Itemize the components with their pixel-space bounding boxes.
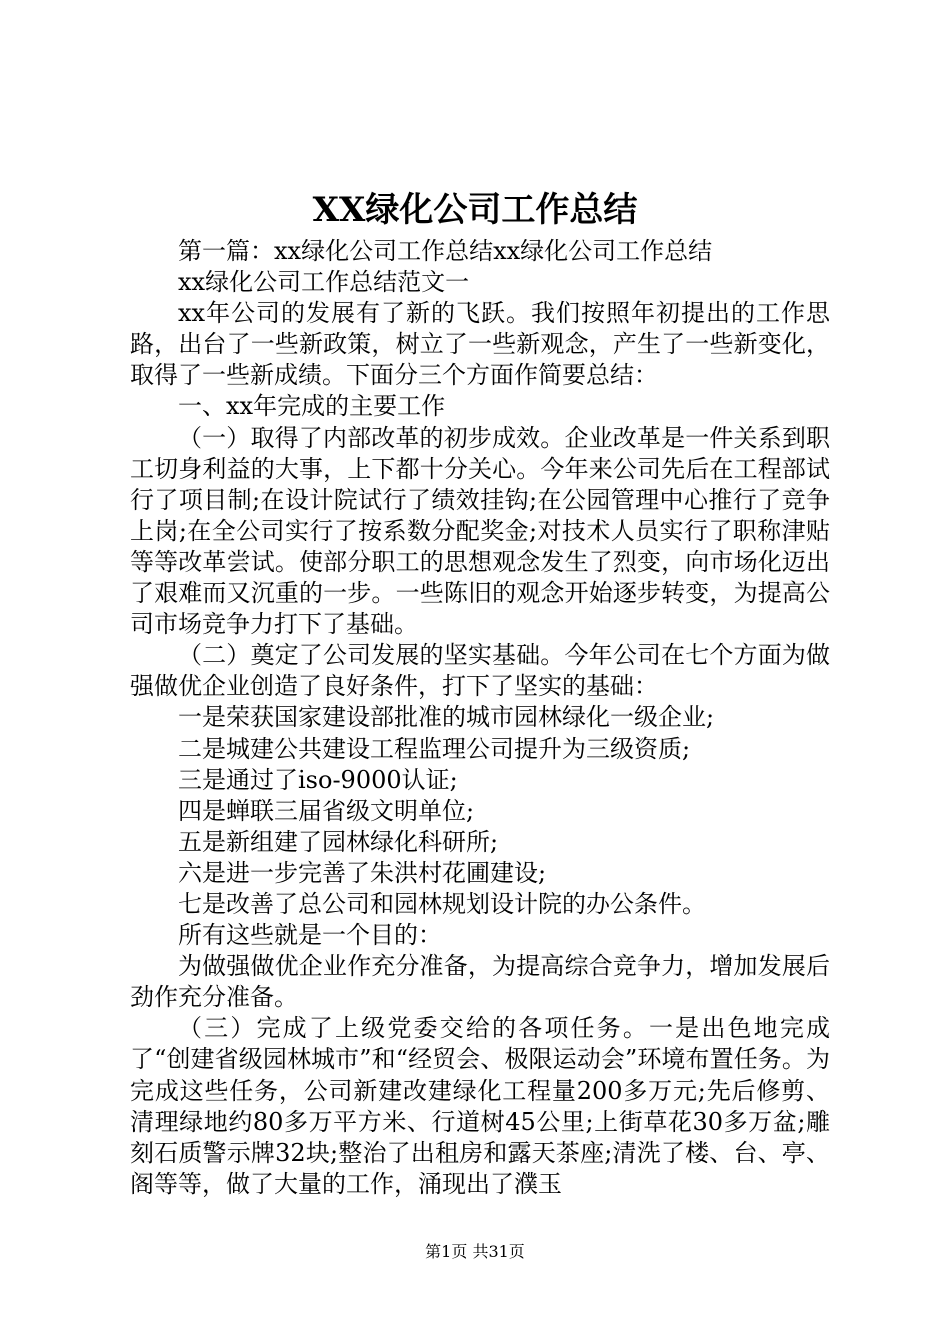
paragraph: 所有这些就是一个目的： [178, 921, 442, 950]
paragraph: （三）完成了上级党委交给的各项任务。一是出色地完成了“创建省级园林城市”和“经贸会、极限运动会”环境布置任务。为完成这些任务，公司新建改建绿化工程量200多万元;先后修剪、清理绿地约80多万平方米、行道树45公里;上街草花30多万盆;雕刻石质警示牌32块;整治了出租房和露天茶座;清洗了楼、台、亭、阁等等，做了大量的工作，涌现出了濮玉 [130, 1014, 830, 1198]
document-title: XX绿化公司工作总结 [312, 190, 638, 230]
document-body [130, 236, 830, 1200]
paragraph: 第一篇：xx绿化公司工作总结xx绿化公司工作总结 [178, 237, 713, 265]
list-item: 四是蝉联三届省级文明单位; [178, 796, 475, 825]
page-number-footer: 第1页 共31页 [425, 1242, 525, 1261]
paragraph: （一）取得了内部改革的初步成效。企业改革是一件关系到职工切身利益的大事，上下都十分关心。今年来公司先后在工程部试行了项目制;在设计院试行了绩效挂钩;在公园管理中心推行了竞争上岗;在全公司实行了按系数分配奖金;对技术人员实行了职称津贴等等改革尝试。使部分职工的思想观念发生了烈变，向市场化迈出了艰难而又沉重的一步。一些陈旧的观念开始逐步转变，为提高公司市场竞争力打下了基础。 [130, 423, 830, 639]
list-item: 五是新组建了园林绿化科研所; [178, 827, 499, 856]
list-item: 七是改善了总公司和园林规划设计院的办公条件。 [178, 889, 706, 918]
list-item: 二是城建公共建设工程监理公司提升为三级资质; [178, 734, 691, 763]
paragraph: 为做强做优企业作充分准备，为提高综合竞争力，增加发展后劲作充分准备。 [130, 952, 830, 1012]
paragraph: （二）奠定了公司发展的坚实基础。今年公司在七个方面为做强做优企业创造了良好条件，打下了坚实的基础： [130, 641, 830, 701]
list-item: 三是通过了iso-9000认证; [178, 765, 458, 794]
list-item: 一是荣获国家建设部批准的城市园林绿化一级企业; [178, 703, 715, 732]
section-heading: 一、xx年完成的主要工作 [178, 392, 446, 421]
paragraph: xx绿化公司工作总结范文一 [178, 268, 470, 297]
paragraph: xx年公司的发展有了新的飞跃。我们按照年初提出的工作思路，出台了一些新政策，树立了一些新观念，产生了一些新变化，取得了一些新成绩。下面分三个方面作简要总结： [130, 299, 830, 390]
list-item: 六是进一步完善了朱洪村花圃建设; [178, 858, 547, 887]
